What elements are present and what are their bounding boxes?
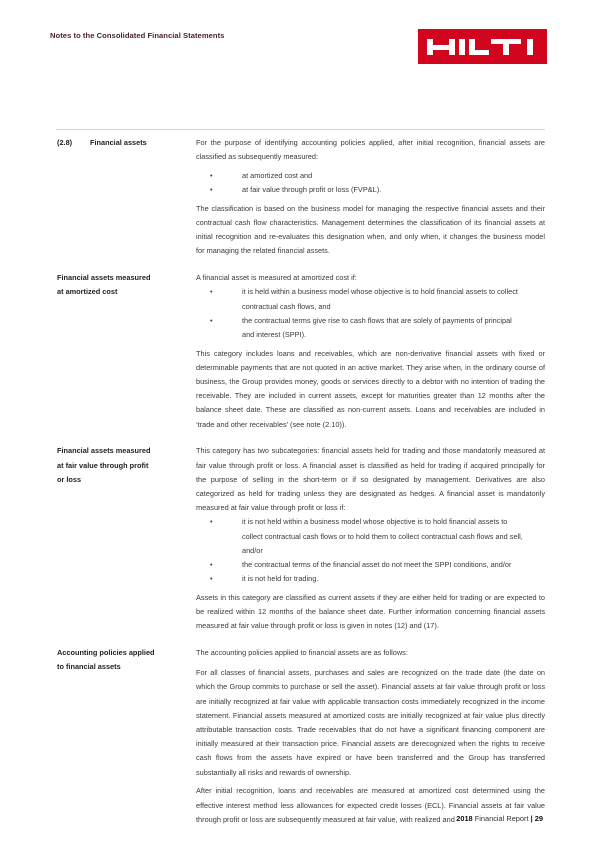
hilti-logo (418, 29, 547, 64)
document-body (57, 136, 545, 831)
section-title: Financial assets (90, 138, 147, 147)
page-footer (456, 814, 543, 823)
footer-report: Financial Report (474, 814, 529, 823)
subsection-accounting-policies (57, 646, 545, 831)
list-item: • it is held within a business model whose objective is to hold financial assets to collect contractual cash flows, and (196, 285, 525, 313)
list-item: • it is not held within a business model whose objective is to hold financial assets to collect contractual cash flows or to hold them to collect contractual cash flows and sell, and/or (196, 515, 525, 558)
policies-paragraph-2: After initial recognition, loans and receivables are measured at amortized cost determined using the effective interest method less allowances for expected credit losses (ECL). Financial assets at fair value through profit or loss are subsequently measured at fair value, with realized and (196, 786, 545, 824)
policies-intro: The accounting policies applied to financial assets are as follows: (196, 648, 408, 657)
fvpl-intro: This category has two subcategories: financial assets held for trading and those mandatorily measured at fair value through profit or loss. A financial asset is classified as held for trading if acquired principally for the purpose of selling in the short-term or if so designated by management. Derivatives are also categorized as held for trading unless they are designated as hedges. A financial asset is mandatorily measured at fair value through profit or loss if: (196, 446, 545, 513)
subsection-label: Financial assets measured at fair value through profit or loss (57, 446, 151, 484)
list-item: • at fair value through profit or loss (FVP&L). (196, 183, 545, 197)
amortized-cost-conditions (196, 285, 545, 342)
list-item: • the contractual terms give rise to cash flows that are solely of payments of principal and interest (SPPI). (196, 314, 525, 342)
subsection-amortized-cost (57, 271, 545, 436)
running-header-title: Notes to the Consolidated Financial Statements (50, 31, 225, 40)
classification-list (196, 169, 545, 197)
policies-paragraph-1: For all classes of financial assets, purchases and sales are recognized on the trade date (the date on which the Group commits to purchase or sell the asset). Financial assets at fair value through profit or loss are initially recognized at fair value with applicable transaction costs immediately recognized in the income statement. Financial assets measured at amortized costs are initially recognized at fair value plus directly attributable transaction costs. Trade receivables that do not have a significant financing component are initially measured at their transaction price. Financial assets are derecognized when the rights to receive cash flows from the assets have expired or have been transferred and the Group has transferred substantially all risks and rewards of ownership. (196, 668, 545, 777)
section-divider (56, 129, 545, 130)
hilti-logo-icon (427, 37, 539, 57)
section-financial-assets (57, 136, 545, 263)
subsection-label: Financial assets measured at amortized cost (57, 273, 151, 297)
amortized-cost-intro: A financial asset is measured at amortized cost if: (196, 273, 357, 283)
footer-separator: | (530, 814, 533, 823)
amortized-cost-paragraph: This category includes loans and receivables, which are non-derivative financial assets with fixed or determinable payments that are not quoted in an active market. They arise when, in the ordinary course of business, the Group provides money, goods or services directly to a debtor with no intention of trading the receivable. They are included in current assets, except for maturities greater than 12 months after the balance sheet date. These are classified as non-current assets. Loans and receivables are included in ‘trade and other receivables’ (see note (2.10)). (196, 348, 545, 429)
page-number: 29 (534, 814, 543, 823)
classification-paragraph: The classification is based on the business model for managing the respective financial assets and their contractual cash flow characteristics. Management determines the classification of its financial assets at initial recognition and re-evaluates this designation when, and only when, it changes the business model for managing the related financial assets. (196, 203, 545, 256)
list-item: • the contractual terms of the financial asset do not meet the SPPI conditions, and/or (196, 558, 525, 572)
section-intro: For the purpose of identifying accounting policies applied, after initial recognition, financial assets are classified as subsequently measured: (196, 138, 545, 162)
subsection-label: Accounting policies applied to financial assets (57, 648, 155, 672)
list-item: • it is not held for trading. (196, 572, 525, 586)
section-number: (2.8) (57, 138, 73, 147)
footer-year: 2018 (456, 814, 473, 823)
fvpl-conditions (196, 515, 545, 586)
subsection-fvpl (57, 444, 545, 638)
list-item: • at amortized cost and (196, 169, 545, 183)
fvpl-paragraph: Assets in this category are classified as current assets if they are either held for trading or are expected to be realized within 12 months of the balance sheet date. Further information concerning financial assets measured at fair value through profit or loss is given in notes (12) and (17). (196, 592, 545, 631)
